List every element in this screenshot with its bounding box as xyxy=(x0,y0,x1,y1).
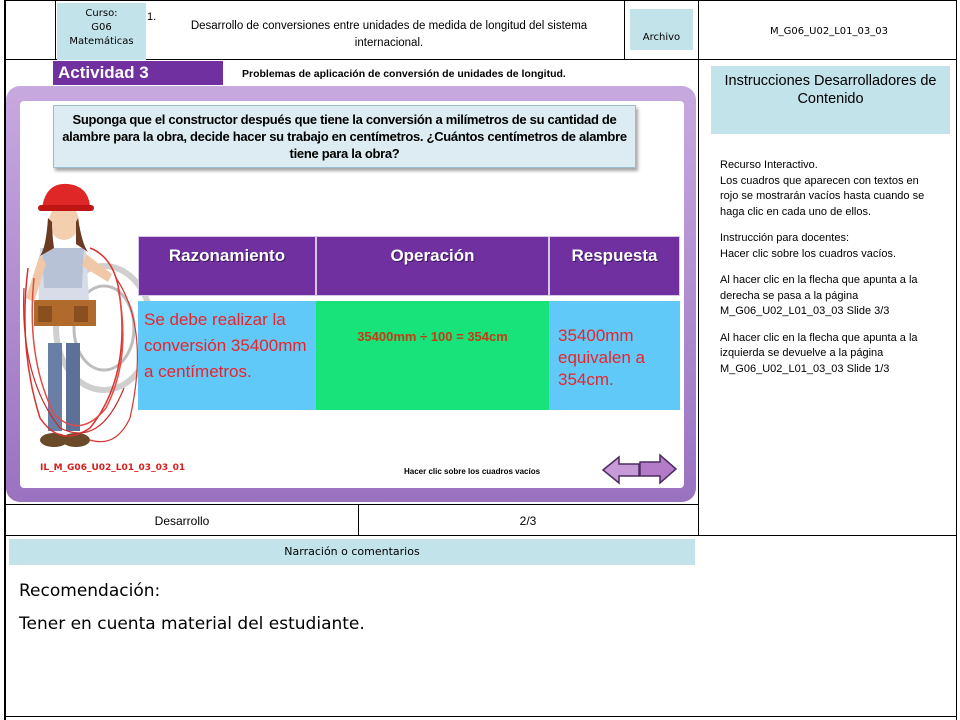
image-code: IL_M_G06_U02_L01_03_03_01 xyxy=(40,463,186,473)
section-label: Desarrollo xyxy=(154,514,210,528)
grid-line xyxy=(4,59,957,60)
grid-line xyxy=(956,0,957,720)
respuesta-cell[interactable]: 35400mm equivalen a 354cm. xyxy=(549,301,680,410)
instructions-p5: Al hacer clic en la flecha que apunta a la derecha se pasa a la página M_G06_U02_L01_03_03 Slide 3/3 xyxy=(720,274,918,317)
recommendation-label: Recomendación: xyxy=(19,581,161,601)
activity-badge: Actividad 3 xyxy=(53,61,223,85)
instructions-p6: Al hacer clic en la flecha que apunta a la izquierda se devuelve a la página M_G06_U02_L01_03_03 Slide 1/3 xyxy=(720,331,918,375)
razonamiento-cell[interactable]: Se debe realizar la conversión 35400mm a centímetros. xyxy=(138,301,316,410)
file-code: M_G06_U02_L01_03_03 xyxy=(770,26,888,37)
instructions-p3: Instrucción para docentes: xyxy=(720,232,850,244)
archivo-label: Archivo xyxy=(630,9,693,50)
header-razonamiento: Razonamiento xyxy=(138,236,316,296)
instructions-p2: Los cuadros que aparecen con textos en rojo se mostrarán vacíos hasta cuando se haga clic en cada uno de ellos. xyxy=(720,174,925,218)
activity-subtitle: Problemas de aplicación de conversión de unidades de longitud. xyxy=(242,68,566,80)
next-arrow-icon[interactable] xyxy=(638,452,678,486)
operacion-cell[interactable]: 35400mm ÷ 100 = 354cm xyxy=(316,301,549,410)
grid-line xyxy=(4,716,957,717)
grid-line xyxy=(624,0,625,60)
course-grade: G06 xyxy=(91,22,112,33)
narration-heading: Narración o comentarios xyxy=(9,539,695,565)
grid-line xyxy=(4,535,957,536)
page-title: Desarrollo de conversiones entre unidades de medida de longitud del sistema internacional. xyxy=(190,20,588,49)
header-operacion: Operación xyxy=(316,236,549,296)
course-subject: Matemáticas xyxy=(69,36,134,47)
item-number: 1. xyxy=(147,11,157,23)
instructions-body xyxy=(720,158,926,377)
grid-line xyxy=(4,504,699,505)
grid-line xyxy=(4,0,957,1)
previous-arrow-icon[interactable] xyxy=(601,454,641,486)
question-box: Suponga que el constructor después que tiene la conversión a milímetros de su cantidad de alambre para la obra, decide hacer su trabajo en centímetros. ¿Cuántos centímetros de alambre tiene para la obra? xyxy=(53,105,636,168)
instructions-p1: Recurso Interactivo. xyxy=(720,159,818,171)
course-title: Curso: xyxy=(85,8,118,19)
course-label xyxy=(57,3,146,60)
grid-line xyxy=(358,504,359,536)
grid-line xyxy=(55,0,56,60)
page-indicator: 2/3 xyxy=(519,514,537,528)
instructions-p4: Hacer clic sobre los cuadros vacíos. xyxy=(720,247,897,260)
recommendation-text: Tener en cuenta material del estudiante. xyxy=(19,614,365,634)
header-respuesta: Respuesta xyxy=(549,236,680,296)
instructions-heading: Instrucciones Desarrolladores de Contenido xyxy=(711,66,950,134)
grid-line xyxy=(698,0,699,536)
hint-text: Hacer clic sobre los cuadros vacíos xyxy=(404,467,541,476)
